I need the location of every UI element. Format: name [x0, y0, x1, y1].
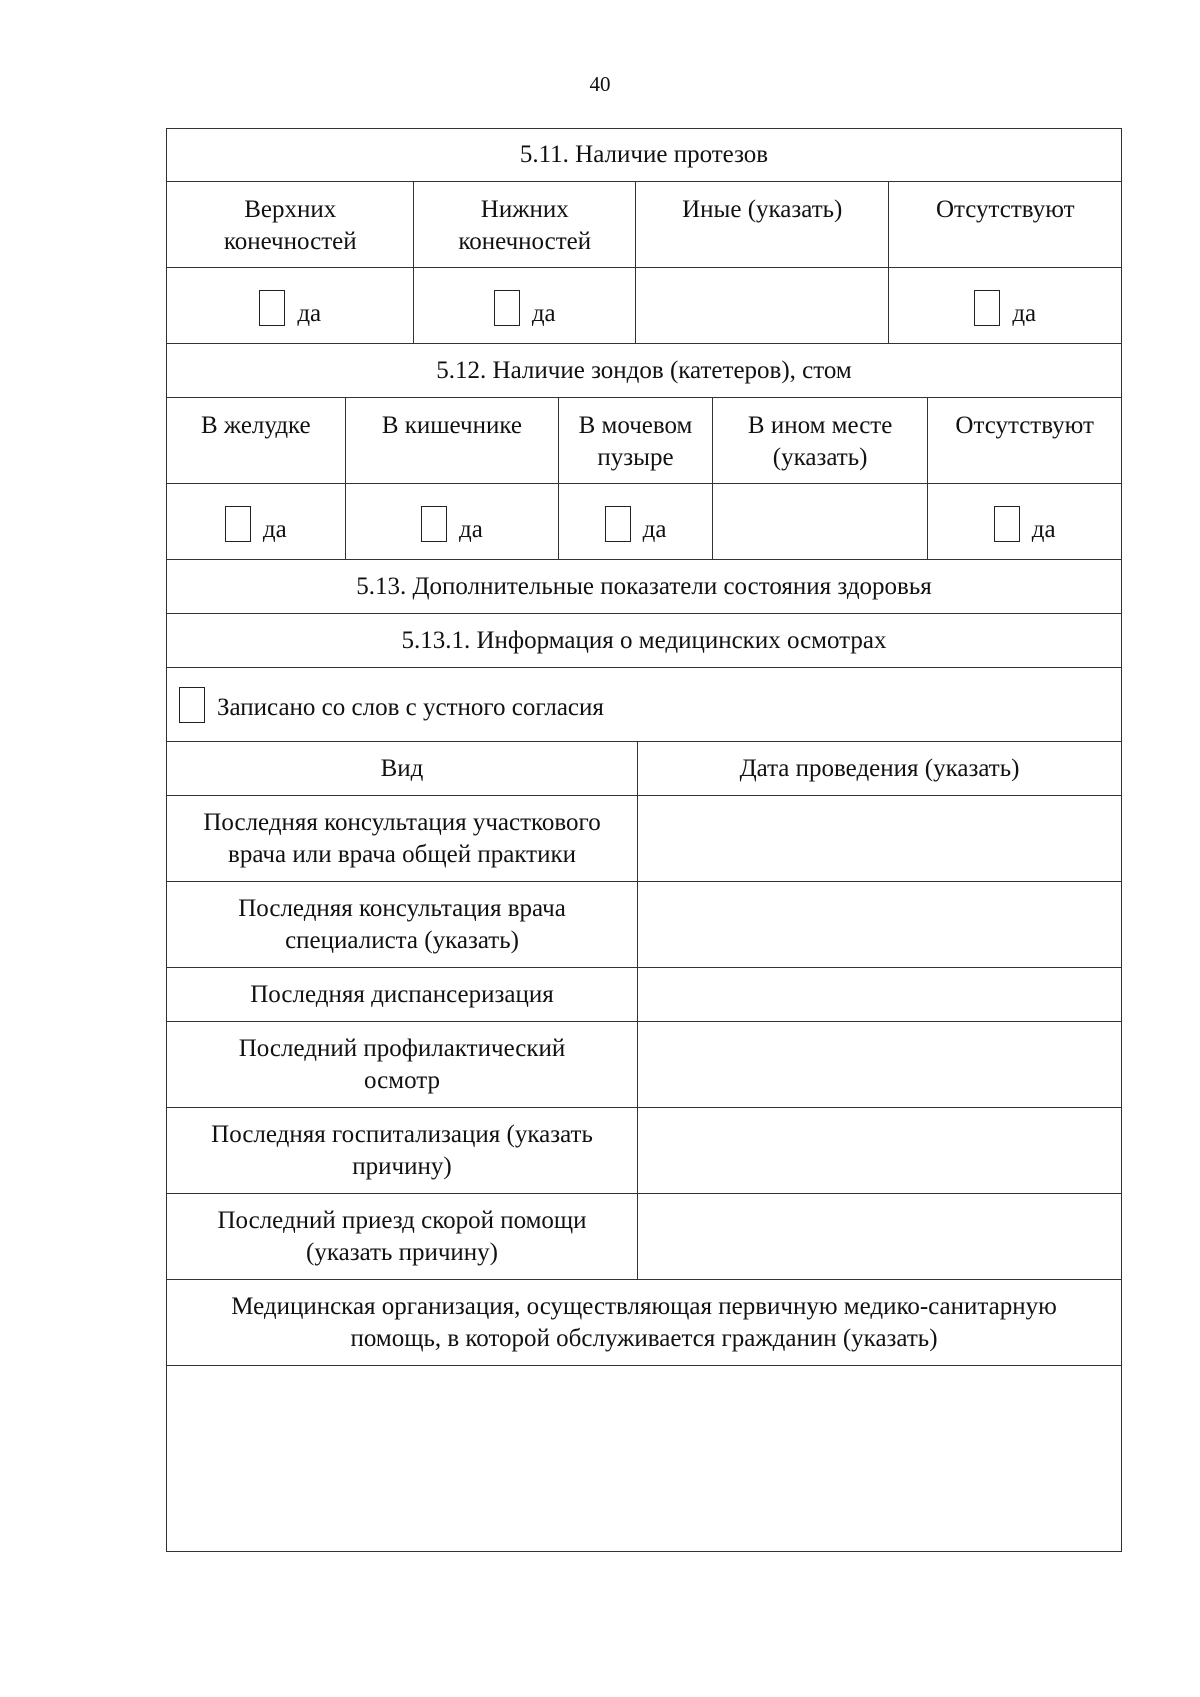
probes-col-other: В ином месте (указать): [713, 398, 929, 483]
prosthesis-lower-checkbox[interactable]: [494, 290, 520, 326]
exams-col-date: Дата проведения (указать): [739, 754, 1020, 782]
prosthesis-upper-cell: [167, 268, 414, 343]
checkbox-label: да: [262, 515, 287, 543]
checkbox-label: да: [297, 299, 322, 327]
probes-bladder-cell: [559, 484, 713, 559]
table-row: [166, 1194, 1122, 1280]
checkbox-label: да: [458, 515, 483, 543]
exam-date-field[interactable]: [638, 968, 1121, 1021]
exam-kind: Последний профилактический осмотр: [167, 1022, 638, 1107]
exam-kind: Последняя диспансеризация: [167, 968, 638, 1021]
section-5-12-title-row: [166, 344, 1122, 398]
probes-check-row: [166, 484, 1122, 560]
probes-header-row: [166, 398, 1122, 484]
exam-date-field[interactable]: [638, 796, 1121, 881]
checkbox-label: да: [1031, 515, 1056, 543]
section-5-12-title: 5.12. Наличие зондов (катетеров), стом: [436, 356, 852, 384]
consent-row: [166, 668, 1122, 742]
exam-kind: Последняя госпитализация (указать причину): [167, 1108, 638, 1193]
exams-header-row: [166, 742, 1122, 796]
prosthesis-header-row: [166, 182, 1122, 268]
exam-kind: Последний приезд скорой помощи (указать причину): [167, 1194, 638, 1279]
probes-intestine-cell: [346, 484, 560, 559]
prosthesis-other-field[interactable]: [636, 268, 889, 343]
table-row: [166, 796, 1122, 882]
probes-col-intestine: В кишечнике: [346, 398, 560, 483]
probes-col-stomach: В желудке: [167, 398, 346, 483]
prosthesis-absent-checkbox[interactable]: [974, 290, 1000, 326]
prosthesis-col-absent: Отсутствуют: [935, 196, 1075, 223]
checkbox-label: да: [1012, 299, 1037, 327]
table-row: [166, 882, 1122, 968]
prosthesis-col-lower: Нижних конечностей: [414, 182, 636, 267]
organization-label-row: [166, 1280, 1122, 1366]
prosthesis-col-upper: Верхних конечностей: [167, 182, 414, 267]
table-row: [166, 1108, 1122, 1194]
exam-kind: Последняя консультация врача специалиста (указать): [167, 882, 638, 967]
checkbox-label: да: [531, 299, 556, 327]
organization-field-row: [166, 1366, 1122, 1552]
probes-absent-checkbox[interactable]: [994, 506, 1020, 542]
exam-kind: Последняя консультация участкового врача или врача общей практики: [167, 796, 638, 881]
exam-date-field[interactable]: [638, 882, 1121, 967]
section-5-11-title: 5.11. Наличие протезов: [519, 141, 769, 168]
probes-other-field[interactable]: [713, 484, 929, 559]
probes-col-bladder: В мочевом пузыре: [559, 398, 713, 483]
table-row: [166, 1022, 1122, 1108]
section-5-11-title-row: [166, 128, 1122, 182]
probes-bladder-checkbox[interactable]: [605, 506, 631, 542]
probes-absent-cell: [928, 484, 1121, 559]
probes-stomach-cell: [167, 484, 346, 559]
consent-cell: [167, 668, 1121, 741]
section-5-13-1-title: 5.13.1. Информация о медицинских осмотрах: [401, 626, 887, 654]
consent-checkbox[interactable]: [179, 687, 205, 723]
probes-col-absent: Отсутствуют: [955, 412, 1094, 439]
consent-label: Записано со слов с устного согласия: [217, 693, 604, 721]
form-sheet: [166, 128, 1122, 1552]
probes-intestine-checkbox[interactable]: [421, 506, 447, 542]
prosthesis-lower-cell: [414, 268, 636, 343]
checkbox-label: да: [642, 515, 667, 543]
page-number: 40: [589, 72, 611, 96]
exam-date-field[interactable]: [638, 1194, 1121, 1279]
prosthesis-absent-cell: [889, 268, 1121, 343]
organization-field[interactable]: [167, 1366, 1121, 1551]
section-5-13-1-title-row: [166, 614, 1122, 668]
exam-date-field[interactable]: [638, 1108, 1121, 1193]
exam-date-field[interactable]: [638, 1022, 1121, 1107]
section-5-13-title: 5.13. Дополнительные показатели состояния здоровья: [356, 572, 932, 600]
section-5-13-title-row: [166, 560, 1122, 614]
prosthesis-upper-checkbox[interactable]: [259, 290, 285, 326]
exams-col-kind: Вид: [167, 742, 638, 795]
table-row: [166, 968, 1122, 1022]
prosthesis-col-other: Иные (указать): [636, 182, 889, 267]
probes-stomach-checkbox[interactable]: [225, 506, 251, 542]
organization-label: Медицинская организация, осуществляющая первичную медико-санитарную помощь, в которой обслуживается гражданин (указать): [231, 1292, 1057, 1352]
prosthesis-check-row: [166, 268, 1122, 344]
